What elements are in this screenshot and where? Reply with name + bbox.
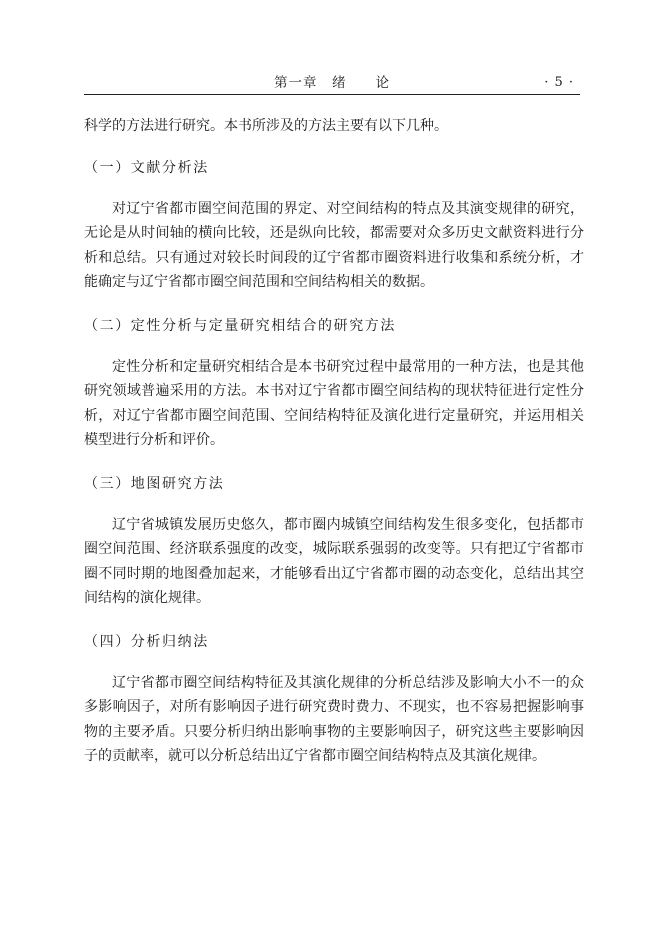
section-heading: （二）定性分析与定量研究相结合的研究方法 — [84, 317, 396, 334]
section-analysis-induction — [84, 631, 584, 769]
section-body: 辽宁省都市圈空间结构特征及其演化规律的分析总结涉及影响大小不一的众多影响因子，对所有影响因子进行研究费时费力、不现实，也不容易把握影响事物的主要矛盾。只要分析归纳出影响事物的主要影响因子，研究这些主要影响因子的贡献率，就可以分析总结出辽宁省都市圈空间结构特点及其演化规律。 — [84, 674, 584, 764]
page-content — [84, 114, 584, 789]
page-number: · 5 · — [544, 75, 574, 90]
intro-paragraph: 科学的方法进行研究。本书所涉及的方法主要有以下几种。 — [84, 118, 448, 134]
section-heading: （一）文献分析法 — [84, 159, 209, 176]
section-body: 辽宁省城镇发展历史悠久，都市圈内城镇空间结构发生很多变化，包括都市圈空间范围、经济联系强度的改变，城际联系强弱的改变等。只有把辽宁省都市圈不同时期的地图叠加起来，才能够看出辽宁省都市圈的动态变化，总结出其空间结构的演化规律。 — [84, 516, 584, 606]
chapter-title: 第一章 绪 论 — [274, 75, 390, 91]
section-body: 定性分析和定量研究相结合是本书研究过程中最常用的一种方法，也是其他研究领域普遍采用的方法。本书对辽宁省都市圈空间结构的现状特征进行定性分析，对辽宁省都市圈空间范围、空间结构特征及演化进行定量研究，并运用相关模型进行分析和评价。 — [84, 358, 584, 448]
section-body: 对辽宁省都市圈空间范围的界定、对空间结构的特点及其演变规律的研究，无论是从时间轴的横向比较，还是纵向比较，都需要对众多历史文献资料进行分析和总结。只有通过对较长时间段的辽宁省都市圈资料进行收集和系统分析，才能确定与辽宁省都市圈空间范围和空间结构相关的数据。 — [84, 200, 584, 290]
section-qualitative-quantitative — [84, 315, 584, 453]
section-heading: （四）分析归纳法 — [84, 633, 209, 650]
running-header — [84, 74, 580, 95]
section-literature-analysis — [84, 157, 584, 295]
section-heading: （三）地图研究方法 — [84, 475, 225, 492]
section-map-research — [84, 473, 584, 611]
